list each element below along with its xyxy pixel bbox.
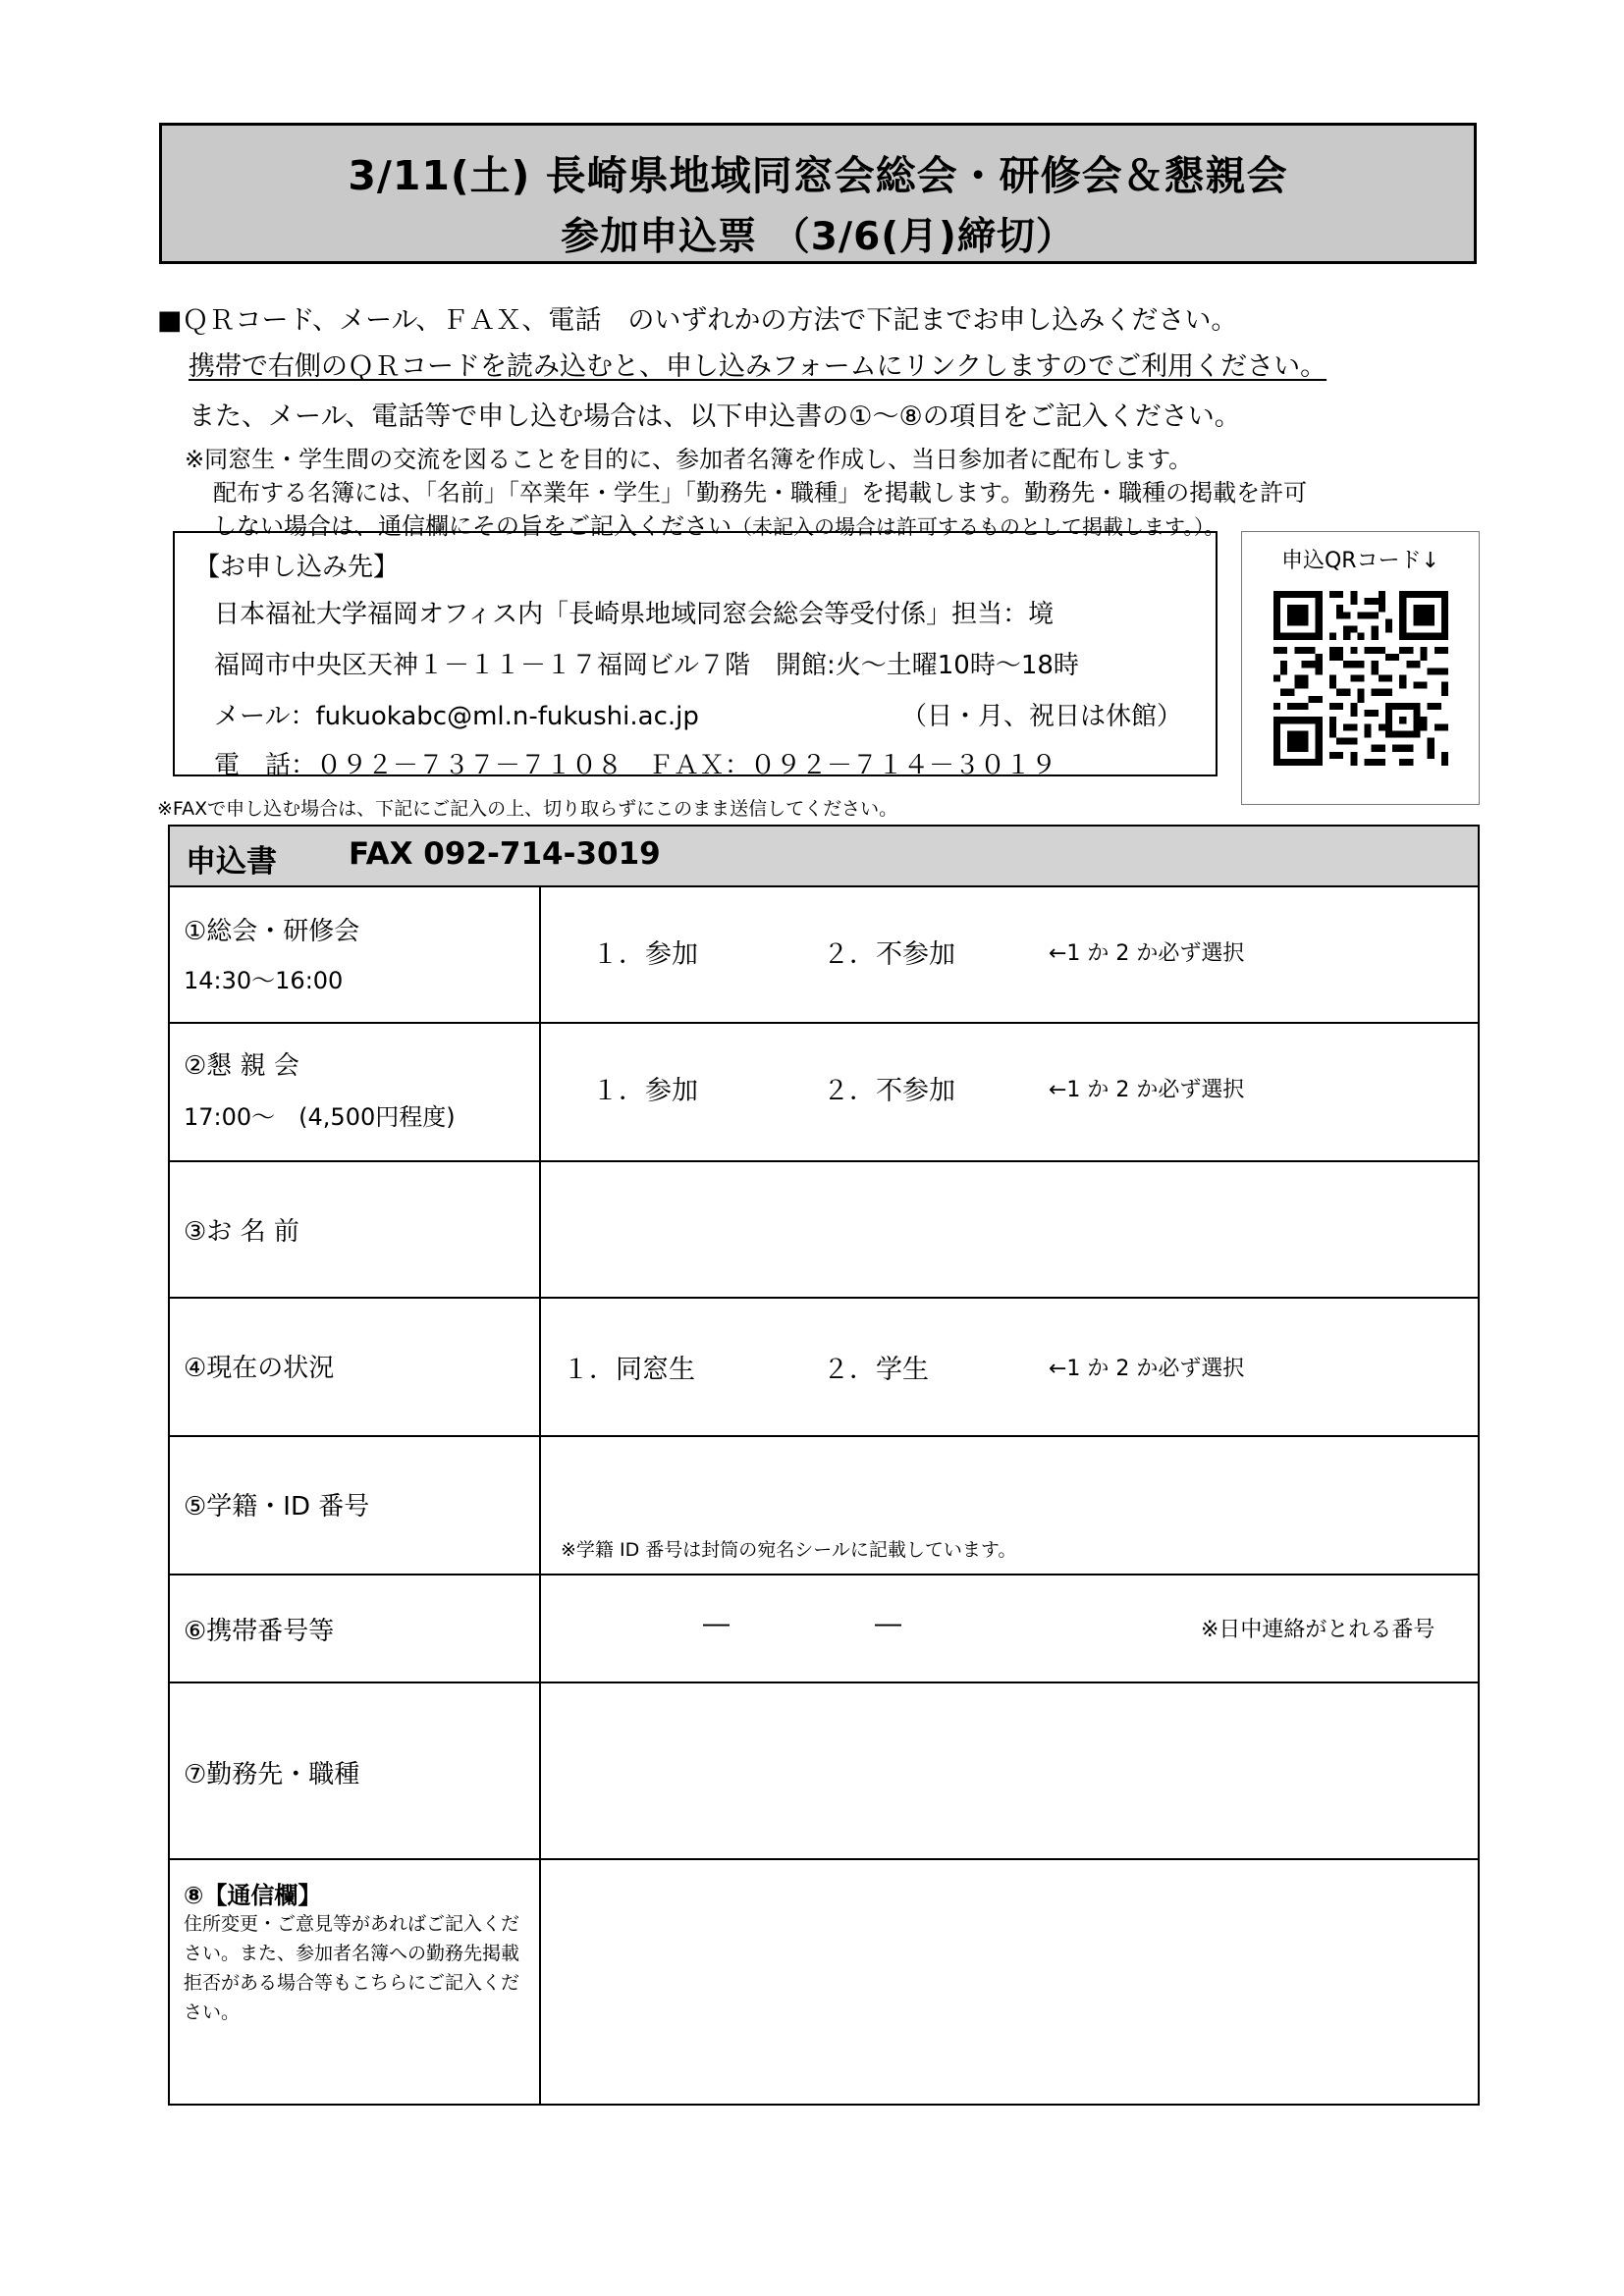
intro-line-2: 携帯で右側のＱＲコードを読み込むと、申し込みフォームにリンクしますのでご利用ください。 (189, 351, 1327, 382)
title-banner (159, 123, 1477, 264)
select-hint: ←1 か 2 か必ず選択 (1049, 1357, 1245, 1381)
privacy-note-1: ※同窓生・学生間の交流を図ることを目的に、参加者名簿を作成し、当日参加者に配布します。 (185, 446, 1193, 473)
form-header-title: 申込書 (186, 844, 277, 880)
intro-line-1: ■ＱＲコード、メール、ＦＡＸ、電話 のいずれかの方法で下記までお申し込みください。 (157, 305, 1238, 336)
row-general-meeting (170, 885, 1478, 1024)
row-label: ⑦勤務先・職種 (184, 1760, 360, 1789)
row-sub: 14:30～16:00 (184, 967, 344, 994)
remarks-field[interactable] (543, 1858, 1478, 2104)
mobile-note: ※日中連絡がとれる番号 (1201, 1618, 1435, 1642)
contact-heading: 【お申し込み先】 (194, 553, 400, 582)
option-student[interactable]: ２．学生 (823, 1355, 929, 1385)
title-sub: 参加申込票 （3/6(月)締切） (561, 215, 1075, 259)
contact-phone-fax: 電 話：０９２－７３７－７１０８ ＦＡＸ：０９２－７１４－３０１９ (214, 751, 1057, 780)
fax-instruction: ※FAXで申し込む場合は、下記にご記入の上、切り取らずにこのまま送信してください。 (157, 798, 898, 820)
row-remarks (170, 1858, 1478, 2104)
option-not-attend[interactable]: ２．不参加 (823, 1076, 955, 1106)
remarks-description: 住所変更・ご意見等があればご記入ください。また、参加者名簿への勤務先掲載拒否がある場合等もこちらにご記入ください。 (184, 1913, 520, 2023)
contact-office: 日本福祉大学福岡オフィス内「長崎県地域同窓会総会等受付係」担当：境 (214, 600, 1055, 629)
row-label: ⑧【通信欄】 (184, 1882, 322, 1909)
phone-dash-1: ― (703, 1609, 730, 1639)
student-id-note: ※学籍 ID 番号は封筒の宛名シールに記載しています。 (561, 1539, 1017, 1561)
option-attend[interactable]: １．参加 (592, 1076, 698, 1106)
select-hint: ←1 か 2 か必ず選択 (1049, 941, 1245, 966)
contact-closed-days: （日・月、祝日は休館） (901, 702, 1183, 731)
workplace-field[interactable] (543, 1682, 1478, 1858)
row-label: ⑥携帯番号等 (184, 1617, 335, 1646)
row-mobile (170, 1574, 1478, 1683)
qr-box (1241, 531, 1480, 805)
privacy-note-2: 配布する名簿には、「名前」「卒業年・学生」「勤務先・職種」を掲載します。勤務先・職種の掲載を許可 (213, 479, 1308, 507)
select-hint: ←1 か 2 か必ず選択 (1049, 1078, 1245, 1102)
form-header (170, 827, 1478, 887)
privacy-note-3-main: しない場合は、通信欄にその旨をご記入ください (213, 512, 731, 540)
title-main: 3/11(土) 長崎県地域同窓会総会・研修会＆懇親会 (348, 152, 1288, 199)
row-label: ④現在の状況 (184, 1354, 335, 1383)
row-sub: 17:00～ (4,500円程度) (184, 1103, 456, 1131)
row-student-id (170, 1435, 1478, 1575)
option-not-attend[interactable]: ２．不参加 (823, 939, 955, 970)
row-current-status (170, 1297, 1478, 1437)
contact-email[interactable]: メール：fukuokabc@ml.n-fukushi.ac.jp (214, 702, 699, 731)
option-attend[interactable]: １．参加 (592, 939, 698, 970)
qr-code-icon[interactable] (1273, 591, 1448, 766)
name-field[interactable] (543, 1160, 1478, 1297)
contact-address: 福岡市中央区天神１－１１－１７福岡ビル７階 開館:火～土曜10時～18時 (214, 651, 1079, 680)
row-workplace (170, 1682, 1478, 1860)
row-social-gathering (170, 1022, 1478, 1162)
option-alumni[interactable]: １．同窓生 (563, 1355, 695, 1385)
row-name (170, 1160, 1478, 1299)
qr-label: 申込QRコード↓ (1280, 549, 1440, 573)
intro-line-3: また、メール、電話等で申し込む場合は、以下申込書の①～⑧の項目をご記入ください。 (189, 401, 1241, 432)
form-header-fax: FAX 092-714-3019 (349, 836, 661, 872)
row-label: ③お 名 前 (184, 1217, 299, 1247)
row-label: ②懇 親 会 (184, 1051, 299, 1081)
privacy-note-3-small: （未記入の場合は許可するものとして掲載します。）。 (731, 515, 1225, 539)
phone-dash-2: ― (875, 1609, 901, 1639)
row-label: ①総会・研修会 (184, 917, 360, 946)
row-label: ⑤学籍・ID 番号 (184, 1492, 370, 1522)
application-form (168, 825, 1480, 2106)
contact-box (173, 531, 1218, 780)
